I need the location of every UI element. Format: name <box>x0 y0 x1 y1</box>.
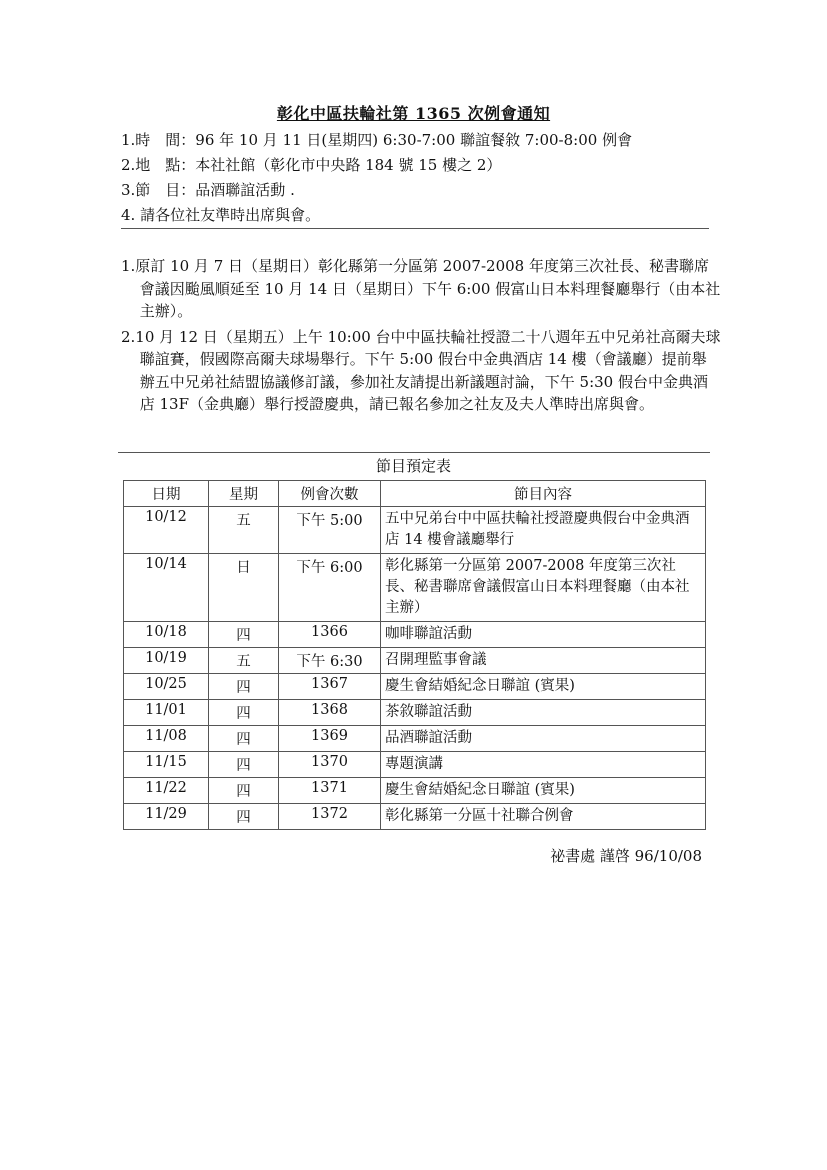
cell-content: 專題演講 <box>381 752 706 778</box>
table-row <box>124 507 706 554</box>
cell-date: 11/22 <box>124 778 209 804</box>
notice-title: 彰化中區扶輪社第 1365 次例會通知 <box>276 104 551 123</box>
cell-meeting: 1367 <box>279 674 381 700</box>
cell-weekday: 四 <box>209 778 279 804</box>
table-row <box>124 804 706 830</box>
signoff: 祕書處 謹啓 96/10/08 <box>550 847 702 865</box>
notice-place-line: 2.地 點：本社社館（彰化市中央路 184 號 15 樓之 2） <box>121 156 502 174</box>
cell-content: 茶敘聯誼活動 <box>381 700 706 726</box>
cell-content: 召開理監事會議 <box>381 648 706 674</box>
cell-weekday: 四 <box>209 726 279 752</box>
table-row <box>124 674 706 700</box>
notice-attendance-line: 4. 請各位社友準時出席與會。 <box>121 206 321 224</box>
cell-weekday: 四 <box>209 674 279 700</box>
table-header-row <box>124 481 706 507</box>
cell-meeting: 下午 5:00 <box>279 507 381 554</box>
cell-meeting: 1371 <box>279 778 381 804</box>
table-row <box>124 622 706 648</box>
cell-content: 慶生會結婚紀念日聯誼 (賓果) <box>381 674 706 700</box>
column-header-meeting: 例會次數 <box>279 481 381 507</box>
cell-meeting: 1369 <box>279 726 381 752</box>
schedule-caption: 節目預定表 <box>375 457 451 475</box>
table-row <box>124 752 706 778</box>
cell-date: 10/19 <box>124 648 209 674</box>
table-row <box>124 554 706 622</box>
column-header-content: 節目內容 <box>381 481 706 507</box>
cell-weekday: 四 <box>209 804 279 830</box>
cell-content: 咖啡聯誼活動 <box>381 622 706 648</box>
cell-date: 10/18 <box>124 622 209 648</box>
cell-meeting: 1372 <box>279 804 381 830</box>
cell-content: 慶生會結婚紀念日聯誼 (賓果) <box>381 778 706 804</box>
table-row <box>124 726 706 752</box>
announcement-item: 2.10 月 12 日（星期五）上午 10:00 台中中區扶輪社授證二十八週年五中兄弟社高爾夫球聯誼賽，假國際高爾夫球場舉行。下午 5:00 假台中金典酒店 14 樓（會議廳）提前舉辦五中兄弟社結盟協議修訂議，參加社友請提出新議題討論，下午 5:30 假台中金典酒店 13F（金典廳）舉行授證慶典，請已報名參加之社友及夫人準時出席與會。 <box>121 327 721 413</box>
table-row <box>124 648 706 674</box>
column-header-date: 日期 <box>124 481 209 507</box>
schedule-table <box>123 480 706 830</box>
announcement-item: 1.原訂 10 月 7 日（星期日）彰化縣第一分區第 2007-2008 年度第三次社長、秘書聯席會議因颱風順延至 10 月 14 日（星期日）下午 6:00 假富山日本料理餐廳舉行（由本社主辦）。 <box>121 257 721 320</box>
cell-content: 五中兄弟台中中區扶輪社授證慶典假台中金典酒店 14 樓會議廳舉行 <box>381 507 706 554</box>
cell-date: 10/25 <box>124 674 209 700</box>
cell-content: 彰化縣第一分區第 2007-2008 年度第三次社長、秘書聯席會議假富山日本料理餐廳（由本社主辦） <box>381 554 706 622</box>
cell-weekday: 四 <box>209 700 279 726</box>
cell-date: 11/15 <box>124 752 209 778</box>
notice-program-line: 3.節 目：品酒聯誼活動 . <box>121 181 295 199</box>
table-row <box>124 700 706 726</box>
cell-weekday: 五 <box>209 507 279 554</box>
announcements <box>121 255 721 419</box>
cell-meeting: 1366 <box>279 622 381 648</box>
cell-meeting: 下午 6:00 <box>279 554 381 622</box>
cell-weekday: 四 <box>209 622 279 648</box>
cell-date: 11/29 <box>124 804 209 830</box>
column-header-weekday: 星期 <box>209 481 279 507</box>
cell-weekday: 四 <box>209 752 279 778</box>
notice-time-line: 1.時 間：96 年 10 月 11 日(星期四) 6:30-7:00 聯誼餐敘 7:00-8:00 例會 <box>121 131 633 149</box>
cell-weekday: 日 <box>209 554 279 622</box>
cell-date: 11/01 <box>124 700 209 726</box>
cell-date: 10/14 <box>124 554 209 622</box>
cell-date: 11/08 <box>124 726 209 752</box>
cell-meeting: 1370 <box>279 752 381 778</box>
cell-meeting: 1368 <box>279 700 381 726</box>
table-row <box>124 778 706 804</box>
cell-content: 彰化縣第一分區十社聯合例會 <box>381 804 706 830</box>
cell-content: 品酒聯誼活動 <box>381 726 706 752</box>
cell-date: 10/12 <box>124 507 209 554</box>
section-divider <box>118 452 710 453</box>
cell-weekday: 五 <box>209 648 279 674</box>
section-divider <box>121 228 709 229</box>
cell-meeting: 下午 6:30 <box>279 648 381 674</box>
